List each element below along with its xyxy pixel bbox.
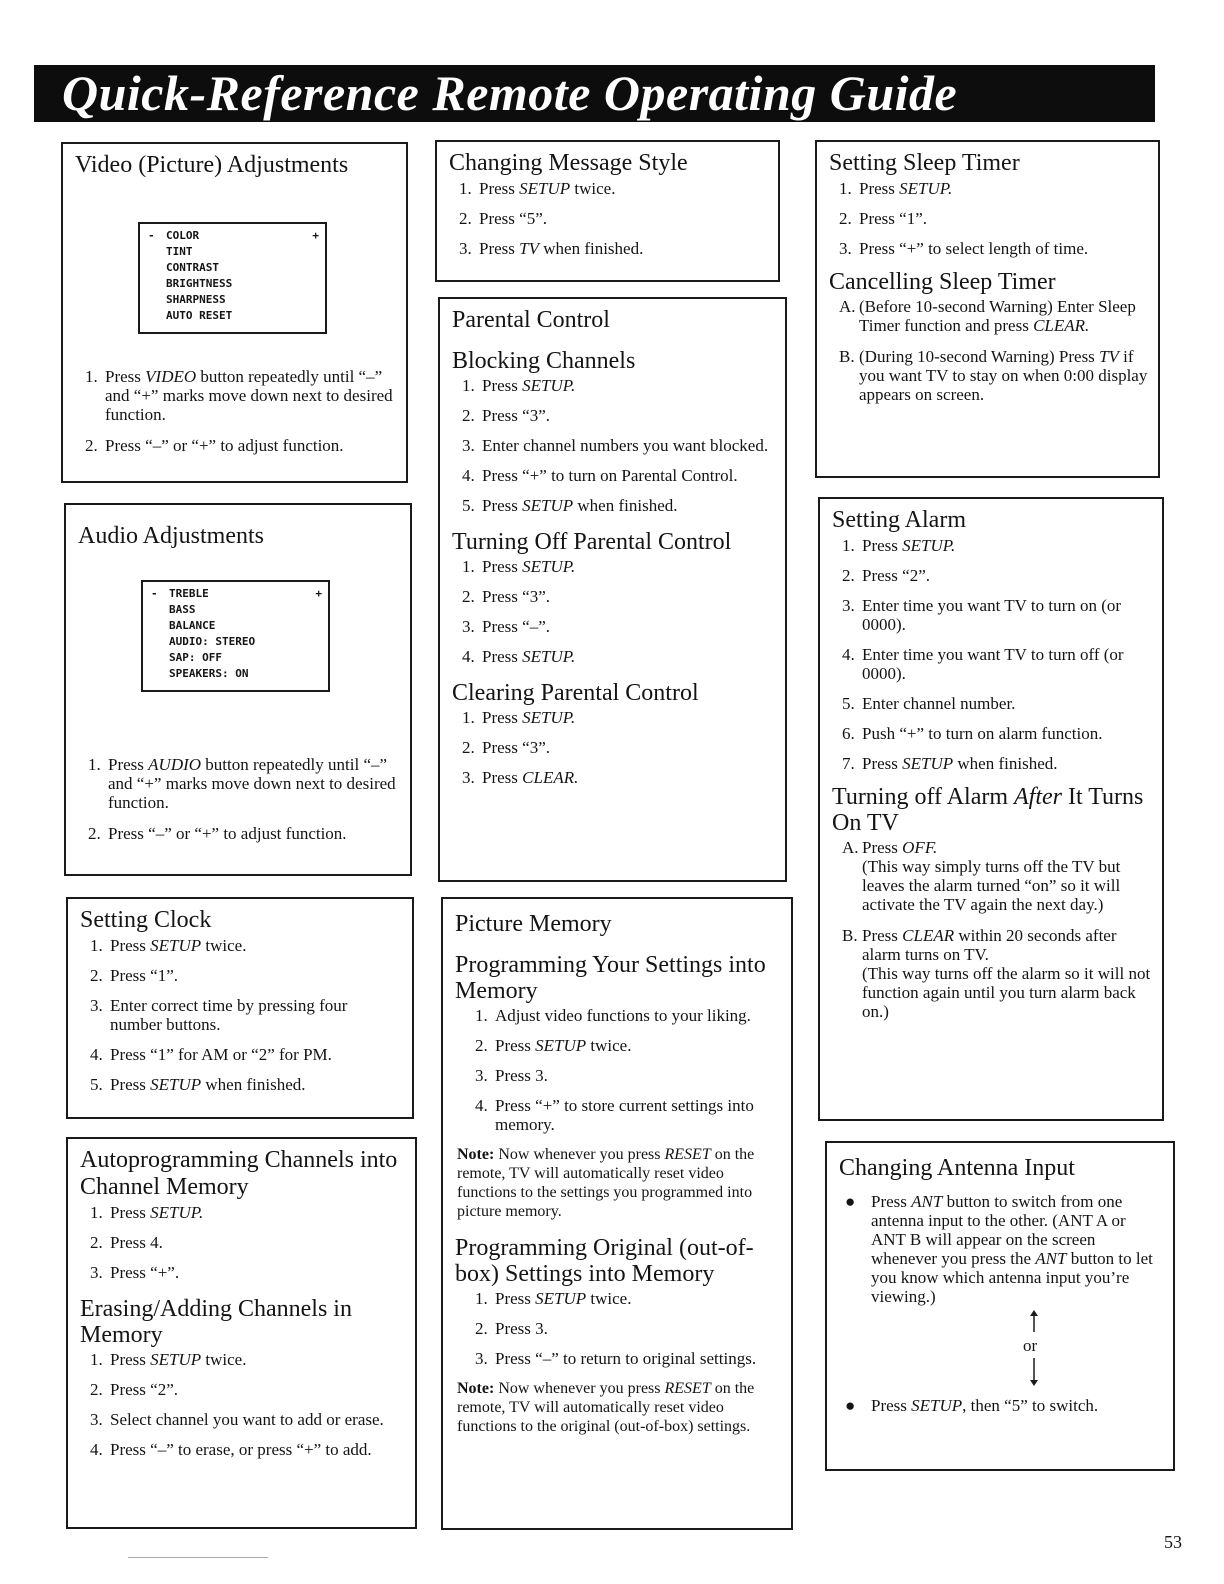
autoprog-heading: Autoprogramming Channels into Channel Memory xyxy=(80,1147,398,1200)
list-item: 4. Enter time you want TV to turn off (or 0000). xyxy=(842,645,1124,683)
audio-heading: Audio Adjustments xyxy=(78,523,265,549)
list-item: 2. Press “–” or “+” to adjust function. xyxy=(88,824,347,843)
parental-control-panel xyxy=(438,297,787,882)
alarm-heading: Setting Alarm xyxy=(832,507,966,533)
list-item: 2. Press “2”. xyxy=(90,1380,178,1399)
list-item: 2. Press “1”. xyxy=(839,209,927,228)
list-item: 2. Press SETUP twice. xyxy=(475,1036,632,1055)
list-item: 1. Adjust video functions to your liking. xyxy=(475,1006,751,1025)
list-item: 2. Press “1”. xyxy=(90,966,178,985)
video-adjustments-panel xyxy=(61,142,408,483)
divider xyxy=(128,1557,268,1558)
list-item: ● Press ANT button to switch from one antenna input to the other. (ANT A or ANT B will appear on the screen whenever you press the ANT button to let you know which antenna input you’re viewing.) xyxy=(845,1192,1153,1306)
clearing-heading: Clearing Parental Control xyxy=(452,680,699,706)
list-item: 2. Press “5”. xyxy=(459,209,547,228)
list-item: 1. Press VIDEO button repeatedly until “–” and “+” marks move down next to desired function. xyxy=(85,367,393,424)
parental-heading: Parental Control xyxy=(452,307,610,333)
list-item: 3. Enter channel numbers you want blocked. xyxy=(462,436,769,455)
sleep-timer-panel xyxy=(815,140,1160,478)
list-item: 2. Press “2”. xyxy=(842,566,930,585)
list-item: 3. Press TV when finished. xyxy=(459,239,644,258)
message-heading: Changing Message Style xyxy=(449,150,688,176)
cancel-sleep-heading: Cancelling Sleep Timer xyxy=(829,269,1056,295)
programming-heading: Programming Your Settings into Memory xyxy=(455,952,766,1004)
list-item: 2. Press “3”. xyxy=(462,587,550,606)
list-item: A. (Before 10-second Warning) Enter Sleep Timer function and press CLEAR. xyxy=(839,297,1136,335)
setting-clock-panel xyxy=(66,897,414,1119)
list-item: B. Press CLEAR within 20 seconds after alarm turns on TV. (This way turns off the alarm so it will not function again until you turn alarm back on.) xyxy=(842,926,1151,1021)
list-item: 1. Press SETUP twice. xyxy=(475,1289,632,1308)
original-note: Note: Now whenever you press RESET on the remote, TV will automatically reset video functions to the original (out-of-box) settings. xyxy=(457,1380,755,1435)
picture-note: Note: Now whenever you press RESET on the remote, TV will automatically reset video functions to the settings you programmed into picture memory. xyxy=(457,1146,755,1220)
list-item: 1. Press SETUP. xyxy=(462,557,576,576)
picture-memory-panel xyxy=(441,897,793,1530)
list-item: 5. Press SETUP when finished. xyxy=(462,496,678,515)
page-title: Quick-Reference Remote Operating Guide xyxy=(34,65,1155,122)
video-osd-menu: - COLOR + TINT CONTRAST BRIGHTNESS SHARPNESS AUTO RESET xyxy=(138,222,327,334)
list-item: 4. Press “+” to store current settings into memory. xyxy=(475,1096,754,1134)
list-item: 3. Press CLEAR. xyxy=(462,768,579,787)
list-item: 3. Press “+”. xyxy=(90,1263,180,1282)
list-item: 3. Enter correct time by pressing four number buttons. xyxy=(90,996,348,1034)
list-item: 4. Press “1” for AM or “2” for PM. xyxy=(90,1045,332,1064)
list-item: 5. Enter channel number. xyxy=(842,694,1016,713)
erasing-heading: Erasing/Adding Channels in Memory xyxy=(80,1296,352,1348)
list-item: 2. Press “–” or “+” to adjust function. xyxy=(85,436,344,455)
list-item: 1. Press SETUP twice. xyxy=(459,179,616,198)
page-number: 53 xyxy=(1164,1532,1182,1552)
alarm-off-heading: Turning off Alarm After It Turns On TV xyxy=(832,784,1144,836)
list-item: 1. Press SETUP. xyxy=(462,376,576,395)
list-item: 2. Press 4. xyxy=(90,1233,163,1252)
list-item: 3. Enter time you want TV to turn on (or 0000). xyxy=(842,596,1122,634)
list-item: 1. Press SETUP. xyxy=(90,1203,204,1222)
list-item: 2. Press 3. xyxy=(475,1319,548,1338)
antenna-heading: Changing Antenna Input xyxy=(839,1155,1075,1181)
list-item: 4. Press “+” to turn on Parental Control. xyxy=(462,466,738,485)
list-item: 4. Press SETUP. xyxy=(462,647,576,666)
audio-osd-menu: - TREBLE + BASS BALANCE AUDIO: STEREO SAP: OFF SPEAKERS: ON xyxy=(141,580,330,692)
sleep-heading: Setting Sleep Timer xyxy=(829,150,1020,176)
antenna-input-panel xyxy=(825,1141,1175,1471)
list-item: 2. Press “3”. xyxy=(462,406,550,425)
picture-heading: Picture Memory xyxy=(455,911,612,937)
video-heading: Video (Picture) Adjustments xyxy=(75,152,349,178)
list-item: 1. Press SETUP. xyxy=(842,536,956,555)
list-item: 3. Press “+” to select length of time. xyxy=(839,239,1089,258)
list-item: 4. Press “–” to erase, or press “+” to add. xyxy=(90,1440,372,1459)
audio-adjustments-panel xyxy=(64,503,412,876)
list-item: B. (During 10-second Warning) Press TV if you want TV to stay on when 0:00 display appears on screen. xyxy=(839,347,1148,404)
list-item: 7. Press SETUP when finished. xyxy=(842,754,1058,773)
or-label: or xyxy=(1023,1336,1038,1355)
list-item: 3. Press 3. xyxy=(475,1066,548,1085)
list-item: 1. Press SETUP. xyxy=(462,708,576,727)
list-item: 1. Press SETUP twice. xyxy=(90,936,247,955)
list-item: 2. Press “3”. xyxy=(462,738,550,757)
clock-heading: Setting Clock xyxy=(80,907,212,933)
list-item: 1. Press AUDIO button repeatedly until “–” and “+” marks move down next to desired function. xyxy=(88,755,396,812)
blocking-heading: Blocking Channels xyxy=(452,348,636,374)
arrow-down-icon xyxy=(1019,1306,1049,1376)
autoprogramming-panel xyxy=(66,1137,417,1529)
list-item: 3. Select channel you want to add or erase. xyxy=(90,1410,384,1429)
turning-off-heading: Turning Off Parental Control xyxy=(452,529,732,555)
list-item: A. Press OFF. (This way simply turns off the TV but leaves the alarm turned “on” so it will activate the TV again the next day.) xyxy=(842,838,1121,914)
list-item: 3. Press “–”. xyxy=(462,617,550,636)
message-style-panel xyxy=(435,140,780,282)
list-item: 6. Push “+” to turn on alarm function. xyxy=(842,724,1103,743)
list-item: 3. Press “–” to return to original settings. xyxy=(475,1349,757,1368)
list-item: 5. Press SETUP when finished. xyxy=(90,1075,306,1094)
list-item: ● Press SETUP, then “5” to switch. xyxy=(845,1396,1099,1415)
original-settings-heading: Programming Original (out-of-box) Settings into Memory xyxy=(455,1235,754,1287)
list-item: 1. Press SETUP. xyxy=(839,179,953,198)
setting-alarm-panel xyxy=(818,497,1164,1121)
list-item: 1. Press SETUP twice. xyxy=(90,1350,247,1369)
